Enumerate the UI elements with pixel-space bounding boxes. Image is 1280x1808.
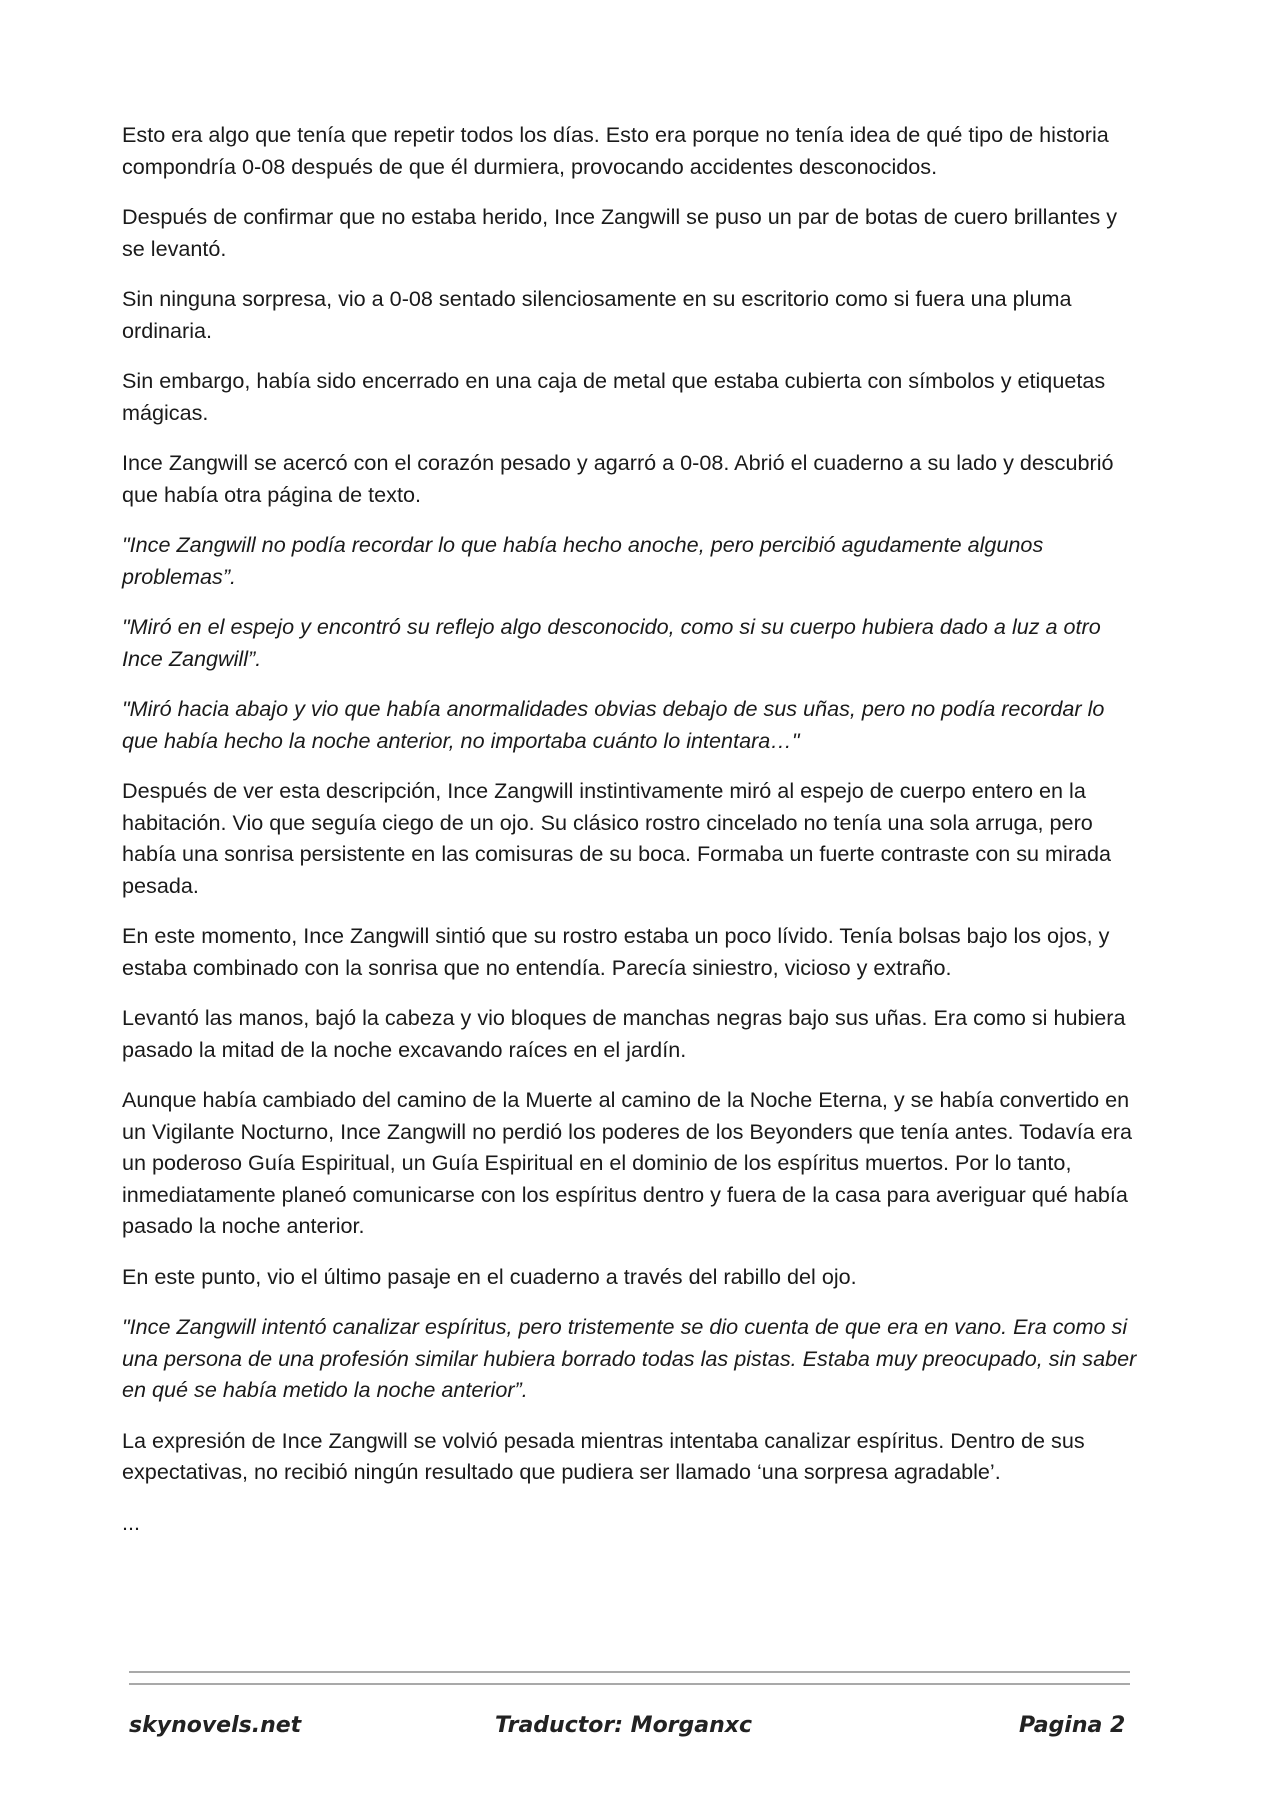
ellipsis-paragraph: ...: [122, 1509, 140, 1535]
document-body: [122, 119, 1140, 1557]
paragraph: "Ince Zangwill no podía recordar lo que había hecho anoche, pero percibió agudamente algunos problemas”.: [122, 532, 1044, 589]
paragraph: En este punto, vio el último pasaje en el cuaderno a través del rabillo del ojo.: [122, 1263, 857, 1289]
paragraph: "Ince Zangwill intentó canalizar espíritus, pero tristemente se dio cuenta de que era en vano. Era como si una persona de una profesión similar hubiera borrado todas las pistas. Estaba muy preocupado, sin saber en qué se había metido la noche anterior”.: [122, 1314, 1137, 1402]
footer-page-number: Pagina 2: [1019, 1713, 1126, 1738]
footer-translator: Traductor: Morganxc: [495, 1713, 753, 1738]
paragraph: Después de confirmar que no estaba herido, Ince Zangwill se puso un par de botas de cuero brillantes y se levantó.: [122, 204, 1118, 261]
footer-divider-bottom: [129, 1683, 1130, 1685]
paragraph: Sin embargo, había sido encerrado en una caja de metal que estaba cubierta con símbolos y etiquetas mágicas.: [122, 368, 1106, 425]
paragraph: "Miró en el espejo y encontró su reflejo algo desconocido, como si su cuerpo hubiera dado a luz a otro Ince Zangwill”.: [122, 614, 1101, 671]
paragraph: Después de ver esta descripción, Ince Zangwill instintivamente miró al espejo de cuerpo entero en la habitación. Vio que seguía ciego de un ojo. Su clásico rostro cincelado no tenía una sola arruga, pero había una sonrisa persistente en las comisuras de su boca. Formaba un fuerte contraste con su mirada pesada.: [122, 778, 1112, 898]
paragraph: La expresión de Ince Zangwill se volvió pesada mientras intentaba canalizar espíritus. Dentro de sus expectativas, no recibió ningún resultado que pudiera ser llamado ‘una sorpresa agradable’.: [122, 1427, 1085, 1484]
paragraph: En este momento, Ince Zangwill sintió que su rostro estaba un poco lívido. Tenía bolsas bajo los ojos, y estaba combinado con la sonrisa que no entendía. Parecía siniestro, vicioso y extraño.: [122, 923, 1110, 980]
paragraph: Ince Zangwill se acercó con el corazón pesado y agarró a 0-08. Abrió el cuaderno a su lado y descubrió que había otra página de texto.: [122, 450, 1114, 507]
paragraph: "Miró hacia abajo y vio que había anormalidades obvias debajo de sus uñas, pero no podía recordar lo que había hecho la noche anterior, no importaba cuánto lo intentara…": [122, 696, 1105, 753]
paragraph: Esto era algo que tenía que repetir todos los días. Esto era porque no tenía idea de qué tipo de historia compondría 0-08 después de que él durmiera, provocando accidentes desconocidos.: [122, 122, 1109, 179]
paragraph: Levantó las manos, bajó la cabeza y vio bloques de manchas negras bajo sus uñas. Era como si hubiera pasado la mitad de la noche excavando raíces en el jardín.: [122, 1005, 1126, 1062]
paragraph: Aunque había cambiado del camino de la Muerte al camino de la Noche Eterna, y se había convertido en un Vigilante Nocturno, Ince Zangwill no perdió los poderes de los Beyonders que tenía antes. Todavía era un poderoso Guía Espiritual, un Guía Espiritual en el dominio de los espíritus muertos. Por lo tanto, inmediatamente planeó comunicarse con los espíritus dentro y fuera de la casa para averiguar qué había pasado la noche anterior.: [122, 1087, 1132, 1238]
paragraph: Sin ninguna sorpresa, vio a 0-08 sentado silenciosamente en su escritorio como si fuera una pluma ordinaria.: [122, 286, 1072, 343]
footer-site: skynovels.net: [129, 1713, 302, 1738]
footer-divider-top: [129, 1671, 1130, 1673]
